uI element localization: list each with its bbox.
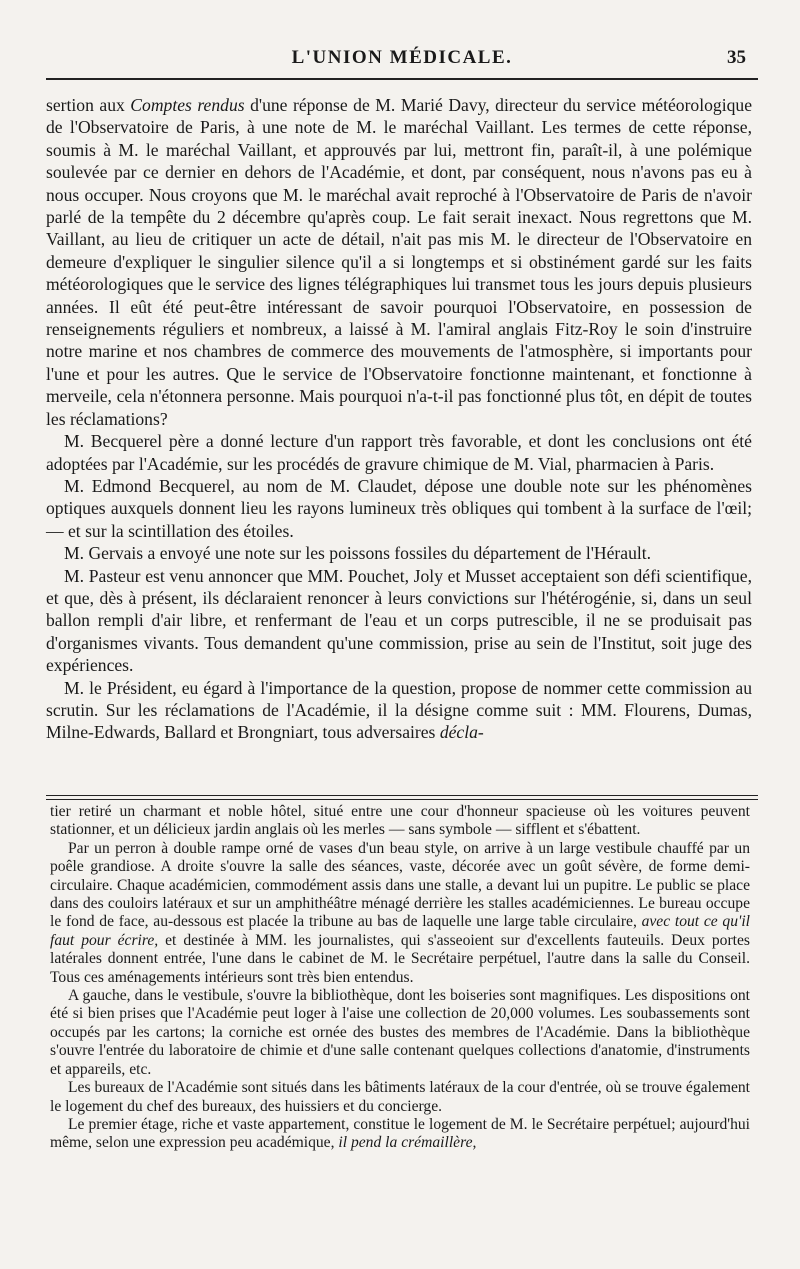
feuilleton-rule <box>46 795 758 796</box>
paragraph-text: Le premier étage, riche et vaste appartement, constitue le logement de M. le Secrétaire perpétuel; aujourd'hui même, selon une expression peu académique, <box>50 1115 750 1152</box>
feuilleton-paragraph <box>50 840 750 987</box>
italic-text: avec tout ce qu'il faut pour écrire, <box>50 913 750 949</box>
feuilleton-paragraph <box>50 1116 750 1153</box>
paragraph-text: sertion aux <box>46 95 131 115</box>
italic-text: décla- <box>439 722 484 743</box>
italic-text: il pend la crémaillère, <box>338 1134 477 1152</box>
paragraph-text: et destinée à MM. les journalistes, qui s'asseoient sur d'excellents fauteuils. Deux portes latérales donnent entrée, l'une dans le cabinet de M. le Secrétaire perpétuel, l'autre dans la salle du Conseil. Tous ces aménagements intérieurs sont très bien entendus. <box>50 931 750 986</box>
feuilleton-paragraph: tier retiré un charmant et noble hôtel, situé entre une cour d'honneur spacieuse où les voitures peuvent stationner, et un délicieux jardin anglais où les merles — sans symbole — sifflent et s'ébattent. <box>50 803 750 839</box>
paragraph-observatoire <box>46 94 752 430</box>
paragraph-text: Par un perron à double rampe orné de vases d'un beau style, on arrive à un large vestibule chauffé par un poêle grandiose. A droite s'ouvre la salle des séances, vaste, décorée avec un goût sévère, de forme demi-circulaire. Chaque académicien, commodément assis dans une stalle, a devant lui un pupitre. Le public se place dans des couloirs latéraux et sur un amphithéâtre ménagé derrière les stalles académiciennes. Le bureau occupe le fond de face, au-dessous est placée la tribune au bas de laquelle une large table circulaire, <box>50 839 750 931</box>
page-number: 35 <box>727 47 746 68</box>
journal-title: L'UNION MÉDICALE. <box>291 47 513 68</box>
paragraph-becquerel: M. Becquerel père a donné lecture d'un rapport très favorable, et dont les conclusions ont été adoptées par l'Académie, sur les procédés de gravure chimique de M. Vial, pharmacien à Paris. <box>46 431 752 474</box>
feuilleton-rule-double <box>46 799 758 800</box>
paragraph-president <box>46 677 752 744</box>
feuilleton-paragraph: A gauche, dans le vestibule, s'ouvre la bibliothèque, dont les boiseries sont magnifiques. Les dispositions ont été si bien prises que l'Académie peut loger à l'aise une collection de 20,000 volumes. Les soubassements sont occupés par les cartons; la corniche est ornée des bustes des membres de l'Académie. Dans la bibliothèque s'ouvre l'entrée du laboratoire de chimie et d'une salle contenant quelques collections d'anatomie, d'instruments et appareils, etc. <box>50 987 750 1078</box>
header-rule <box>46 78 758 80</box>
paragraph-text: M. le Président, eu égard à l'importance de la question, propose de nommer cette commission au scrutin. Sur les réclamations de l'Académie, il la désigne comme suit : MM. Flourens, Dumas, Milne-Edwards, Ballard et Brongniart, tous adversaires <box>46 677 752 743</box>
paragraph-edmond-becquerel: M. Edmond Becquerel, au nom de M. Claudet, dépose une double note sur les phénomènes optiques auxquels donnent lieu les rayons lumineux très obliques qui tombent à la surface de l'œil; — et sur la scintillation des étoiles. <box>46 475 752 541</box>
page-header <box>46 0 758 72</box>
paragraph-gervais: M. Gervais a envoyé une note sur les poissons fossiles du département de l'Hérault. <box>64 543 652 564</box>
italic-text: Comptes rendus <box>130 95 245 115</box>
paragraph-pasteur: M. Pasteur est venu annoncer que MM. Pouchet, Joly et Musset acceptaient son défi scientifique, et que, dès à présent, ils déclaraient renoncer à leurs convictions sur l'hétérogénie, si, dans un seul ballon rempli d'air libre, et renfermant de l'eau et un corps putrescible, il ne se produisait pas d'organismes vivants. Tous demandent qu'une commission, prise au sein de l'Institut, soit juge des expériences. <box>46 565 752 676</box>
main-article <box>46 94 752 744</box>
feuilleton-paragraph: Les bureaux de l'Académie sont situés dans les bâtiments latéraux de la cour d'entrée, où se trouve également le logement du chef des bureaux, des huissiers et du concierge. <box>50 1079 750 1115</box>
feuilleton-section <box>50 803 750 1153</box>
paragraph-text: d'une réponse de M. Marié Davy, directeur du service météorologique de l'Observatoire de Paris, à une note de M. le maréchal Vaillant. Les termes de cette réponse, soumis à M. le maréchal Vaillant, et approuvés par lui, mettront fin, paraît-il, à une polémique soulevée par ce dernier en dehors de l'Académie, et dont, par conséquent, nous n'avons pas eu à nous occuper. Nous croyons que M. le maréchal avait reproché à l'Observatoire de Paris de n'avoir parlé de la tempête du 2 décembre qu'après coup. Le fait serait inexact. Nous regrettons que M. Vaillant, au lieu de critiquer un acte de détail, n'ait pas mis M. le directeur de l'Observatoire en demeure d'expliquer le singulier silence qu'il a si longtemps et si obstinément gardé sur les faits météorologiques que le service des lignes télégraphiques lui transmet tous les jours depuis plusieurs années. Il eût été peut-être intéressant de savoir pourquoi l'Observatoire, en possession de renseignements réguliers et nombreux, a laissé à M. l'amiral anglais Fitz-Roy le soin d'instruire notre marine et nos chambres de commerce des mouvements de l'atmosphère, si importants pour l'une et pour les autres. Que le service de l'Observatoire fonctionne maintenant, et fonctionne à merveile, cela n'étonnera personne. Mais pourquoi n'a-t-il pas fonctionné plus tôt, en dépit de toutes les réclamations? <box>46 95 753 429</box>
